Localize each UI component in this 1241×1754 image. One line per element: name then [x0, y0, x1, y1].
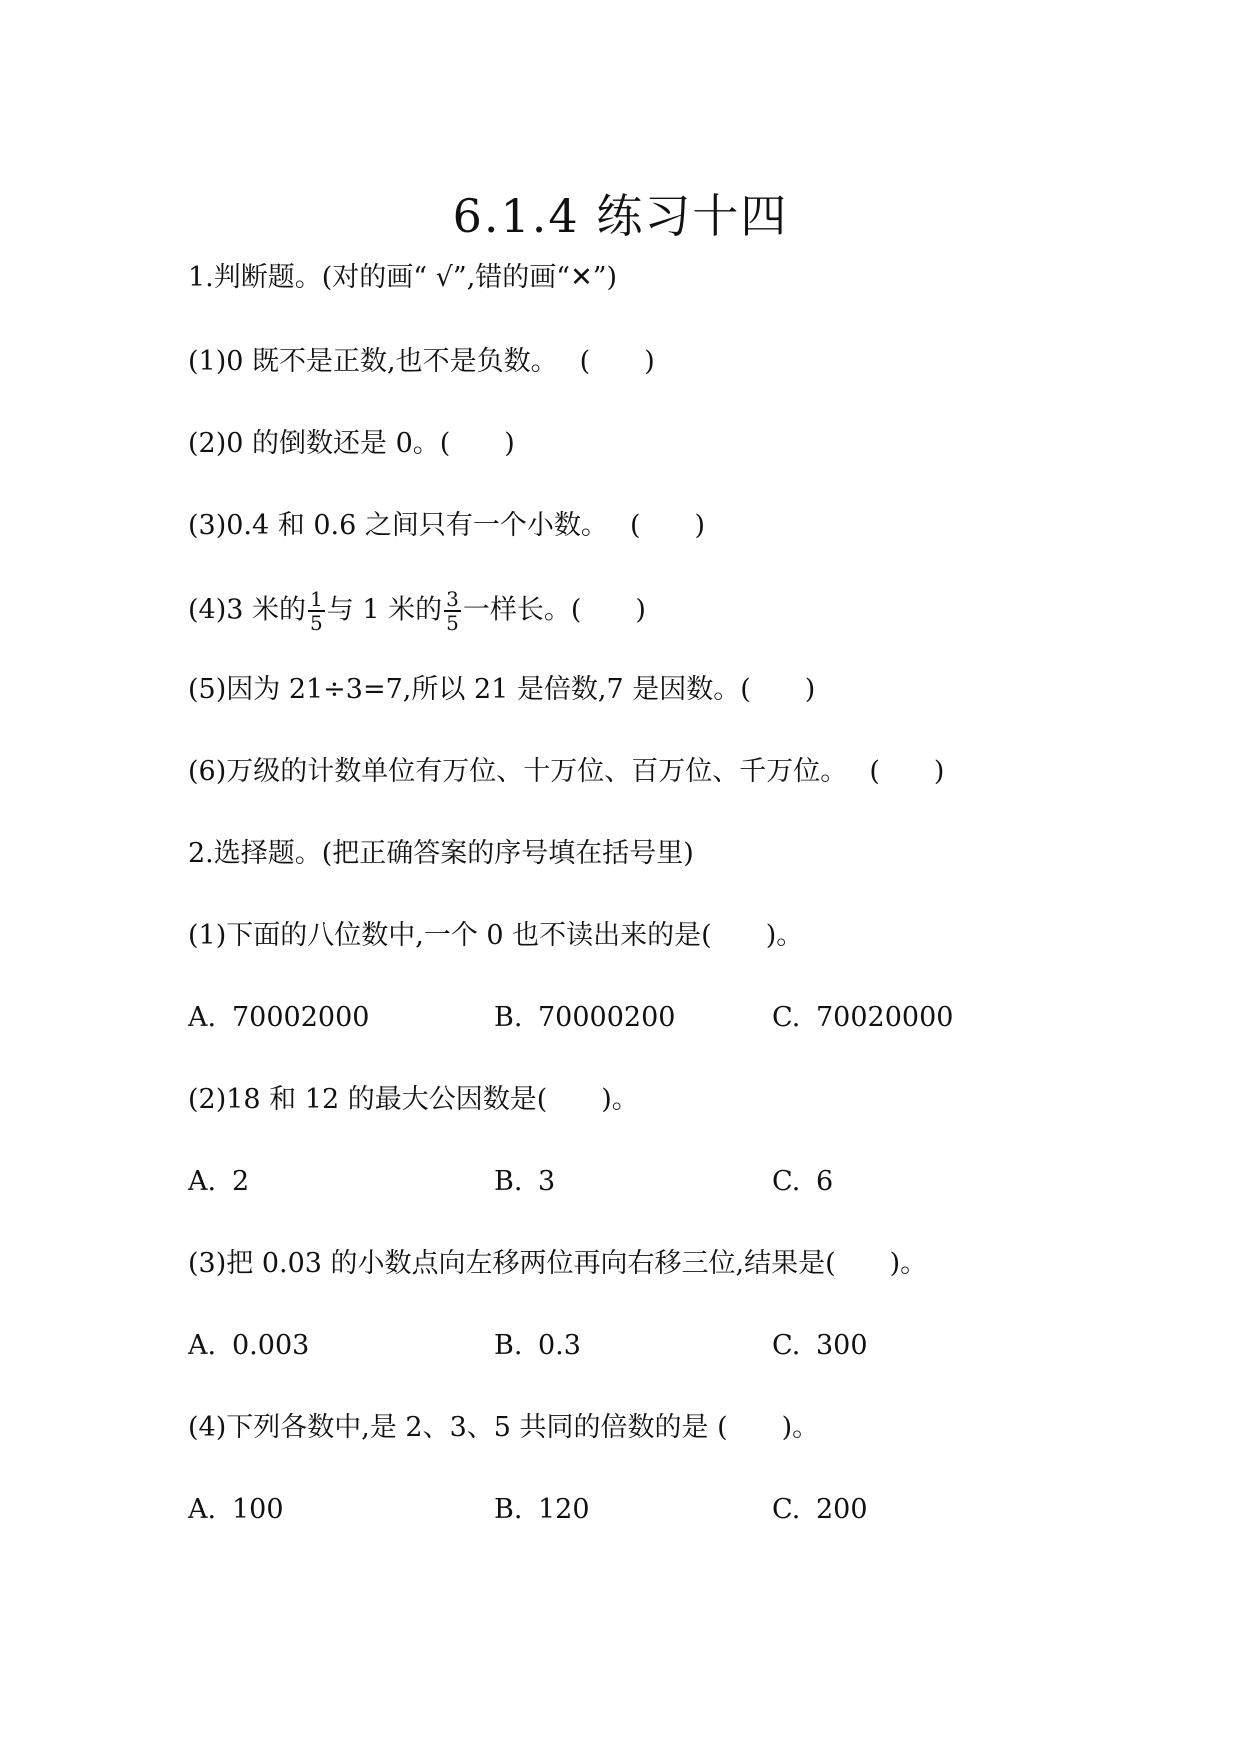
judge-item-5: (5)因为 21÷3=7,所以 21 是倍数,7 是因数。( )	[188, 674, 816, 705]
choice-question-2: (2)18 和 12 的最大公因数是( )。	[188, 1084, 639, 1115]
judge-item-2: (2)0 的倒数还是 0。( )	[188, 428, 515, 459]
option-letter: B.	[494, 1002, 523, 1033]
choice-3-option-b	[494, 1326, 581, 1366]
option-value: 100	[232, 1494, 284, 1525]
option-value: 300	[816, 1330, 868, 1361]
choice-2-option-b	[494, 1162, 555, 1202]
section-2-heading: 2.选择题。(把正确答案的序号填在括号里)	[188, 838, 694, 869]
option-letter: C.	[772, 1330, 801, 1361]
option-value: 200	[816, 1494, 868, 1525]
option-letter: B.	[494, 1166, 523, 1197]
choice-3-option-c	[772, 1326, 868, 1366]
choice-1-option-a	[188, 998, 369, 1038]
page-title: 6.1.4 练习十四	[452, 189, 789, 243]
judge-item-1: (1)0 既不是正数,也不是负数。 ( )	[188, 346, 655, 377]
choice-1-option-b	[494, 998, 675, 1038]
option-value: 6	[816, 1166, 834, 1197]
option-value: 3	[538, 1166, 556, 1197]
option-letter: C.	[772, 1002, 801, 1033]
judge-item-4-text-b: 与 1 米的	[326, 594, 443, 626]
judge-item-4-text-c: 一样长。( )	[462, 594, 646, 626]
option-value: 70020000	[816, 1002, 954, 1033]
choice-question-3: (3)把 0.03 的小数点向左移两位再向右移三位,结果是( )。	[188, 1248, 928, 1279]
option-letter: B.	[494, 1330, 523, 1361]
option-value: 70000200	[538, 1002, 676, 1033]
option-letter: C.	[772, 1166, 801, 1197]
option-letter: A.	[188, 1330, 217, 1361]
option-value: 0.3	[538, 1330, 581, 1361]
choice-4-option-a	[188, 1490, 284, 1530]
fraction-three-fifths	[444, 588, 461, 634]
fraction-numerator: 1	[310, 587, 323, 611]
choice-4-option-b	[494, 1490, 590, 1530]
option-letter: A.	[188, 1002, 217, 1033]
judge-item-6: (6)万级的计数单位有万位、十万位、百万位、千万位。 ( )	[188, 756, 945, 787]
option-value: 2	[232, 1166, 250, 1197]
option-value: 120	[538, 1494, 590, 1525]
option-letter: C.	[772, 1494, 801, 1525]
choice-3-option-a	[188, 1326, 309, 1366]
choice-question-1: (1)下面的八位数中,一个 0 也不读出来的是( )。	[188, 920, 804, 951]
fraction-one-fifth	[308, 588, 325, 634]
choice-2-option-c	[772, 1162, 833, 1202]
option-letter: B.	[494, 1494, 523, 1525]
option-letter: A.	[188, 1166, 217, 1197]
judge-item-3: (3)0.4 和 0.6 之间只有一个小数。 ( )	[188, 510, 706, 541]
choice-1-option-c	[772, 998, 953, 1038]
judge-item-4	[188, 588, 646, 634]
fraction-numerator: 3	[446, 587, 459, 611]
choice-question-4: (4)下列各数中,是 2、3、5 共同的倍数的是 ( )。	[188, 1412, 820, 1443]
judge-item-4-text-a: (4)3 米的	[188, 594, 307, 626]
choice-2-option-a	[188, 1162, 249, 1202]
option-value: 0.003	[232, 1330, 310, 1361]
section-1-heading: 1.判断题。(对的画“ √”,错的画“✕”)	[188, 262, 618, 293]
choice-4-option-c	[772, 1490, 868, 1530]
fraction-denominator: 5	[310, 611, 323, 635]
fraction-denominator: 5	[446, 611, 459, 635]
option-letter: A.	[188, 1494, 217, 1525]
option-value: 70002000	[232, 1002, 370, 1033]
